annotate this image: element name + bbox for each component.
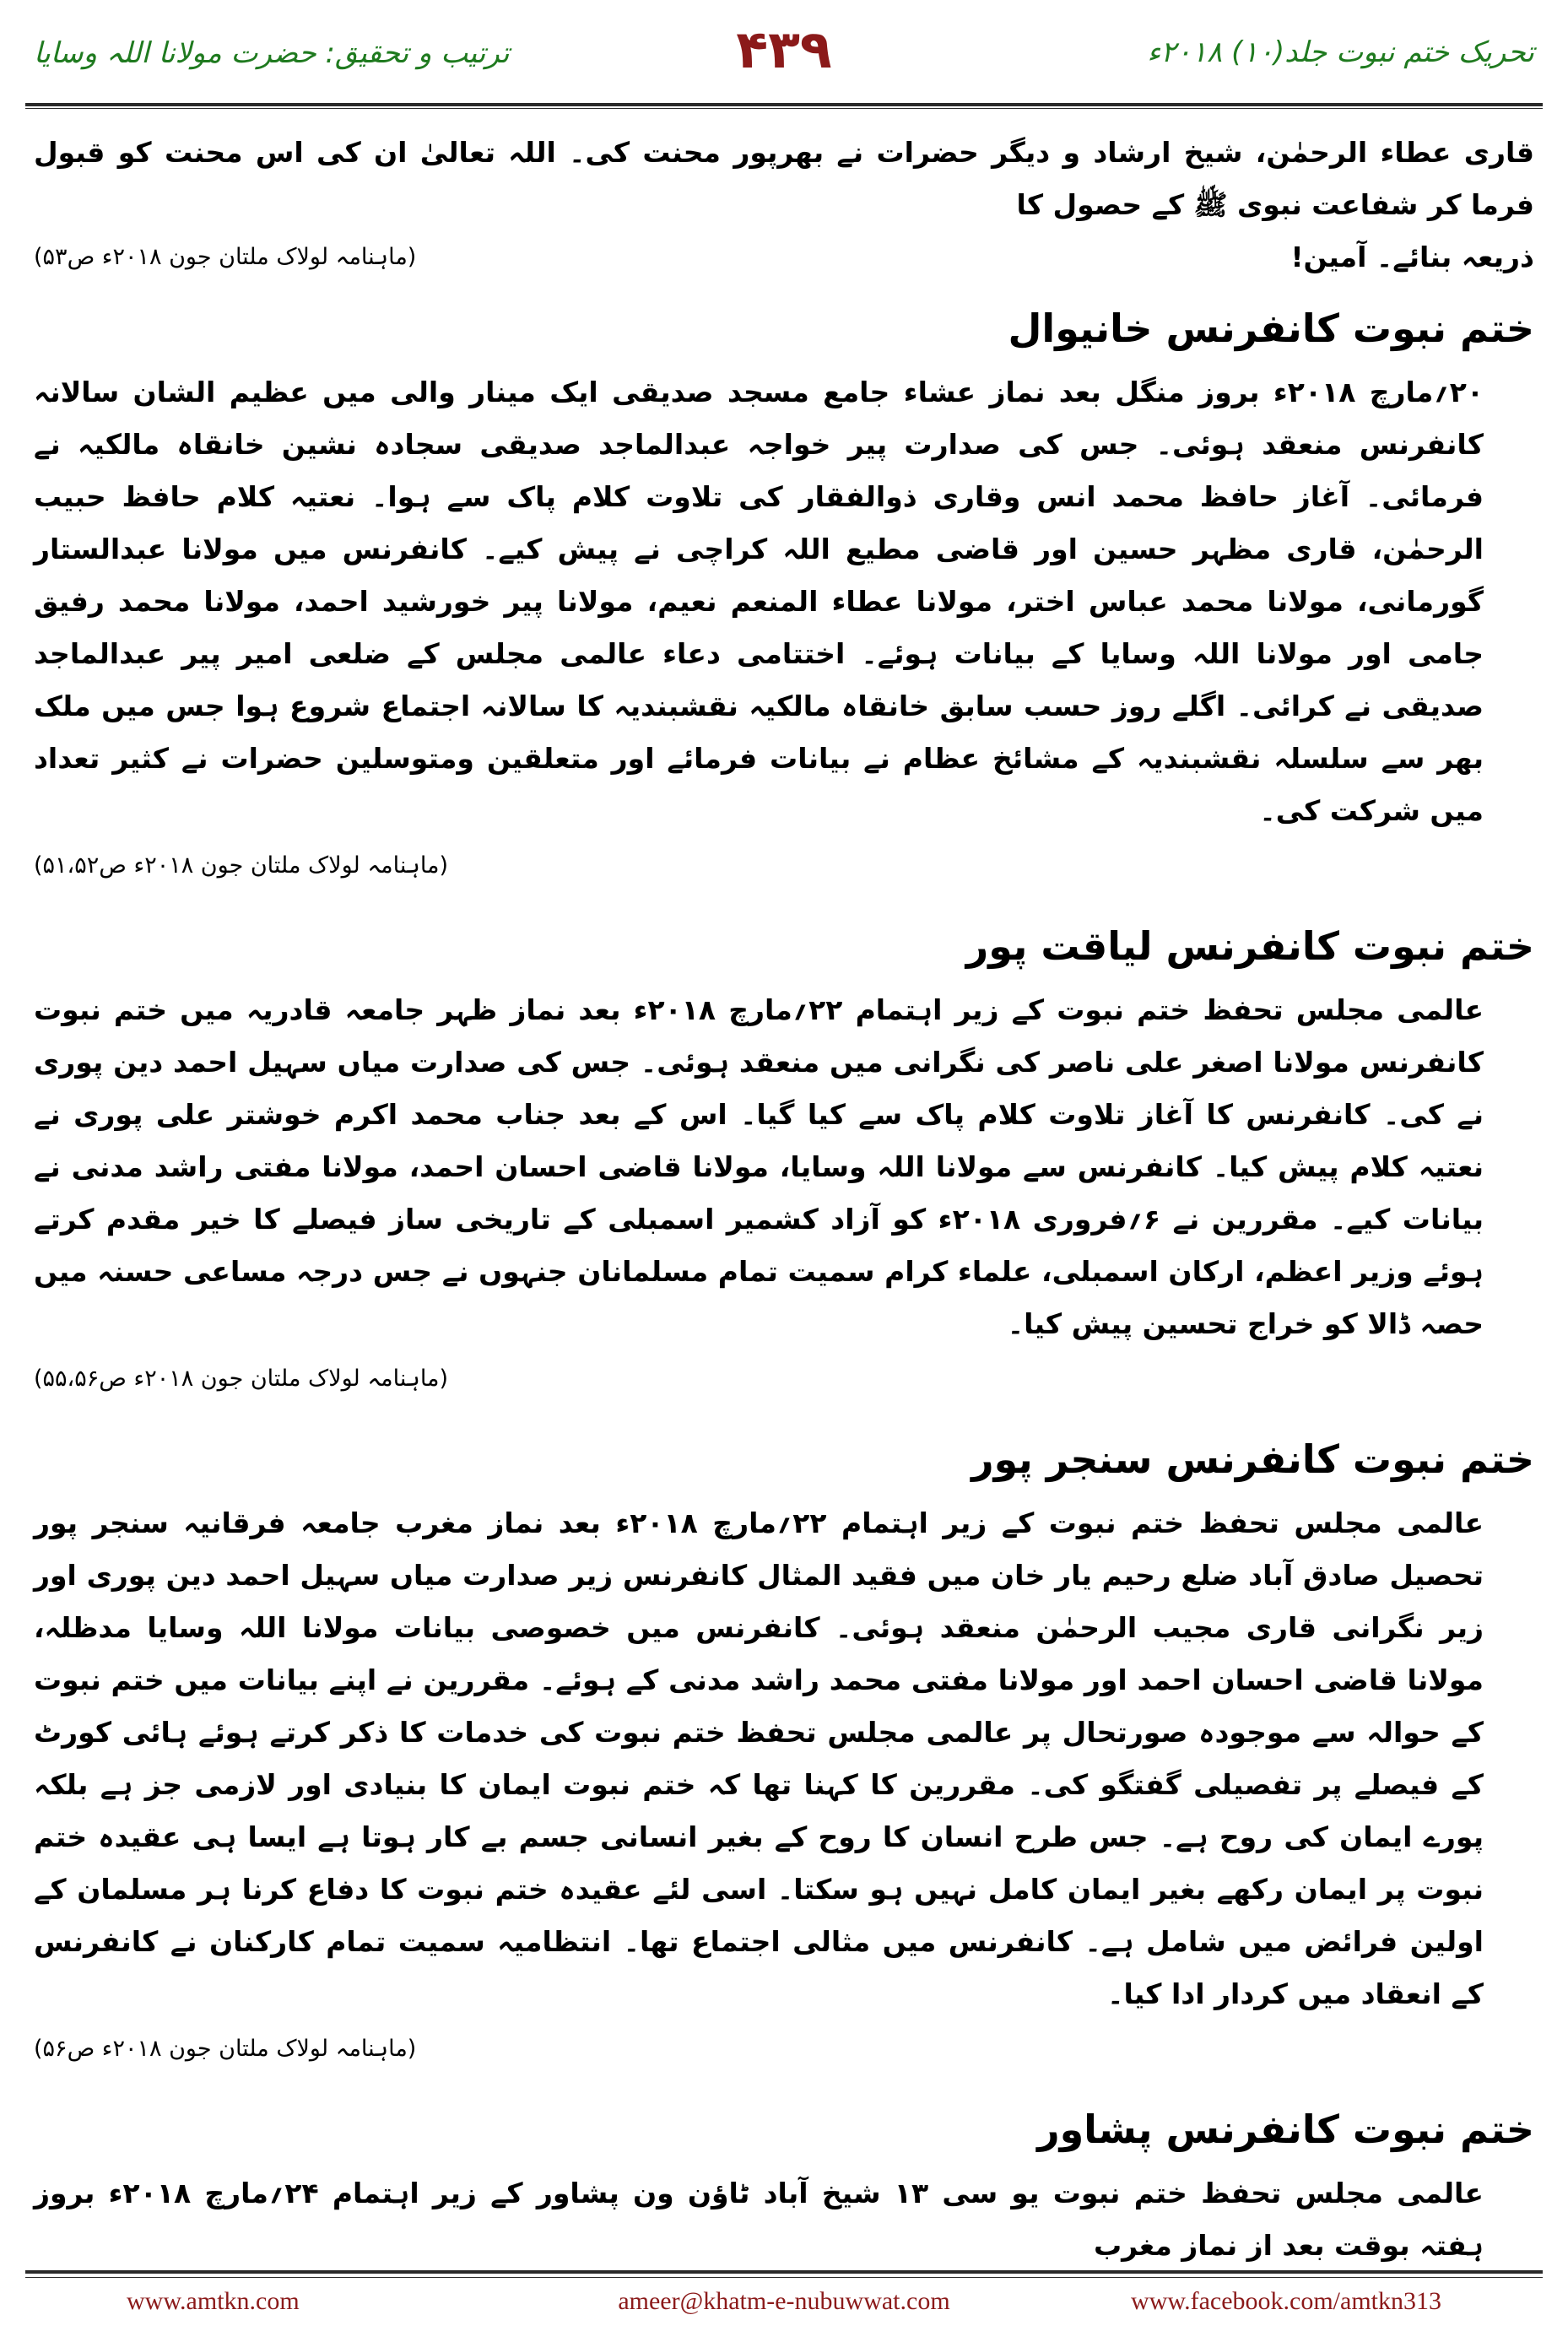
reference-text: (ماہنامہ لولاک ملتان جون ۲۰۱۸ء ص۵۶) — [34, 2036, 417, 2062]
section-khanewal — [34, 295, 1534, 890]
section-heading: ختم نبوت کانفرنس پشاور — [1037, 2107, 1534, 2152]
section-body: ۲۰؍مارچ ۲۰۱۸ء بروز منگل بعد نماز عشاء جامع مسجد صدیقی ایک مینار والی میں عظیم الشان سالانہ کانفرنس منعقد ہوئی۔ جس کی صدارت پیر خواجہ عبدالماجد صدیقی سجادہ نشین خانقاہ مالکیہ نے فرمائی۔ آغاز حافظ محمد انس وقاری ذوالفقار کی تلاوت کلام پاک سے ہوا۔ نعتیہ کلام حافظ حبیب الرحمٰن، قاری مظہر حسین اور قاضی مطیع اللہ کراچی نے پیش کیے۔ کانفرنس میں مولانا عبدالستار گورمانی، مولانا محمد عباس اختر، مولانا عطاء المنعم نعیم، مولانا پیر خورشید احمد، مولانا محمد رفیق جامی اور مولانا اللہ وسایا کے بیانات ہوئے۔ اختتامی دعاء عالمی مجلس کے ضلعی امیر پیر عبدالماجد صدیقی نے کرائی۔ اگلے روز حسب سابق خانقاہ مالکیہ نقشبندیہ کا سالانہ اجتماع شروع ہوا جس میں ملک بھر سے سلسلہ نقشبندیہ کے مشائخ عظام نے بیانات فرمائے اور متعلقین ومتوسلین حضرات نے کثیر تعداد میں شرکت کی۔ — [34, 376, 1484, 827]
footer-divider — [25, 2270, 1543, 2274]
intro-closing-text: ذریعہ بنائے۔ آمین! — [1290, 241, 1534, 273]
section-reference — [34, 842, 1534, 890]
section-peshawar — [34, 2096, 1534, 2272]
header-book-title: تحریک ختم نبوت جلد(۱۰) ۲۰۱۸ء — [1147, 35, 1534, 69]
page-content — [34, 127, 1534, 2272]
page-footer — [0, 2287, 1568, 2329]
section-sanjarpur — [34, 1426, 1534, 2073]
footer-email-link[interactable]: ameer@khatm-e-nubuwwat.com — [618, 2287, 950, 2315]
section-heading: ختم نبوت کانفرنس سنجر پور — [971, 1436, 1534, 1482]
section-reference — [34, 2026, 1534, 2073]
section-body: عالمی مجلس تحفظ ختم نبوت کے زیر اہتمام ۲۲؍مارچ ۲۰۱۸ء بعد نماز ظہر جامعہ قادریہ میں ختم نبوت کانفرنس مولانا اصغر علی ناصر کی نگرانی میں منعقد ہوئی۔ جس کی صدارت میاں سہیل احمد دین پوری نے کی۔ کانفرنس کا آغاز تلاوت کلام پاک سے کیا گیا۔ اس کے بعد جناب محمد اکرم خوشتر علی پوری نے نعتیہ کلام پیش کیا۔ کانفرنس سے مولانا اللہ وسایا، مولانا قاضی احسان احمد، مولانا مفتی راشد مدنی نے بیانات کیے۔ مقررین نے ۶؍فروری ۲۰۱۸ء کو آزاد کشمیر اسمبلی کے تاریخی ساز فیصلے کا خیر مقدم کرتے ہوئے وزیر اعظم، ارکان اسمبلی، علماء کرام سمیت تمام مسلمانان جنہوں نے جس درجہ مساعی حسنہ میں حصہ ڈالا کو خراج تحسین پیش کیا۔ — [34, 993, 1484, 1340]
section-liaquatpur — [34, 913, 1534, 1403]
section-body: عالمی مجلس تحفظ ختم نبوت یو سی ۱۳ شیخ آباد ٹاؤن ون پشاور کے زیر اہتمام ۲۴؍مارچ ۲۰۱۸ء بروز ہفتہ بوقت بعد از نماز مغرب — [34, 2177, 1484, 2262]
intro-line: قاری عطاء الرحمٰن، شیخ ارشاد و دیگر حضرات نے بھرپور محنت کی۔ اللہ تعالیٰ ان کی اس محنت کو قبول فرما کر شفاعت نبوی ﷺ کے حصول کا — [34, 136, 1534, 221]
footer-facebook-link[interactable]: www.facebook.com/amtkn313 — [1131, 2287, 1441, 2315]
intro-closing-line — [34, 231, 1534, 284]
page-number: ۴۳۹ — [736, 19, 832, 80]
page-header — [0, 0, 1568, 101]
header-compiler: ترتیب و تحقیق: حضرت مولانا اللہ وسایا — [34, 36, 510, 70]
section-heading: ختم نبوت کانفرنس لیاقت پور — [965, 923, 1534, 969]
footer-divider-thin — [25, 2277, 1543, 2278]
intro-reference: (ماہنامہ لولاک ملتان جون ۲۰۱۸ء ص۵۳) — [34, 244, 417, 270]
header-divider — [25, 103, 1543, 106]
section-reference — [34, 1355, 1534, 1403]
header-divider-thin — [25, 108, 1543, 109]
reference-text: (ماہنامہ لولاک ملتان جون ۲۰۱۸ء ص۵۵،۵۶) — [34, 1366, 449, 1392]
footer-website-link[interactable]: www.amtkn.com — [127, 2287, 300, 2315]
section-heading: ختم نبوت کانفرنس خانیوال — [1008, 306, 1534, 351]
reference-text: (ماہنامہ لولاک ملتان جون ۲۰۱۸ء ص۵۱،۵۲) — [34, 852, 449, 879]
section-body: عالمی مجلس تحفظ ختم نبوت کے زیر اہتمام ۲۲؍مارچ ۲۰۱۸ء بعد نماز مغرب جامعہ فرقانیہ سنجر پور تحصیل صادق آباد ضلع رحیم یار خان میں فقید المثال کانفرنس زیر صدارت میاں سہیل احمد دین پوری اور زیر نگرانی قاری مجیب الرحمٰن منعقد ہوئی۔ کانفرنس میں خصوصی بیانات مولانا اللہ وسایا مدظلہ، مولانا قاضی احسان احمد اور مولانا مفتی محمد راشد مدنی کے ہوئے۔ مقررین نے اپنے بیانات میں ختم نبوت کے حوالہ سے موجودہ صورتحال پر عالمی مجلس تحفظ ختم نبوت کی خدمات کا ذکر کرتے ہوئے ہائی کورٹ کے فیصلے پر تفصیلی گفتگو کی۔ مقررین کا کہنا تھا کہ ختم نبوت ایمان کا بنیادی اور لازمی جز ہے بلکہ پورے ایمان کی روح ہے۔ جس طرح انسان کا روح کے بغیر انسانی جسم بے کار ہوتا ہے ایسا ہی عقیدہ ختم نبوت پر ایمان رکھے بغیر ایمان کامل نہیں ہو سکتا۔ اسی لئے عقیدہ ختم نبوت کا دفاع کرنا ہر مسلمان کے اولین فرائض میں شامل ہے۔ کانفرنس میں مثالی اجتماع تھا۔ انتظامیہ سمیت تمام کارکنان نے کانفرنس کے انعقاد میں کردار ادا کیا۔ — [34, 1506, 1484, 2010]
